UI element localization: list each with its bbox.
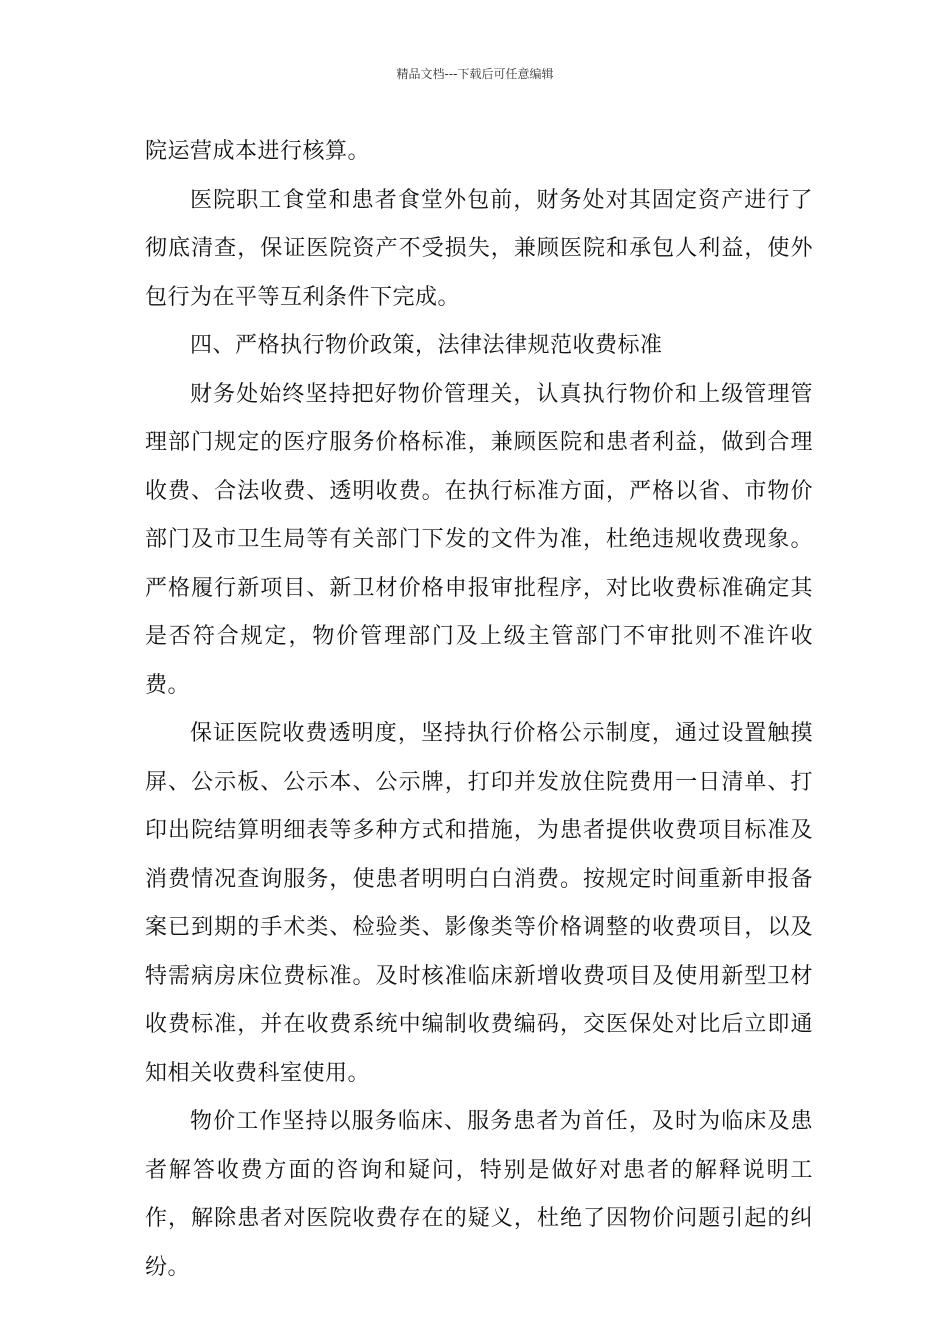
page-header-watermark: 精品文档---下载后可任意编辑 xyxy=(396,67,554,81)
paragraph-4: 保证医院收费透明度，坚持执行价格公示制度，通过设置触摸屏、公示板、公示本、公示牌，打印并发放住院费用一日清单、打印出院结算明细表等多种方式和措施，为患者提供收费项目标准及消费情况查询服务，使患者明明白白消费。按规定时间重新申报备案已到期的手术类、检验类、影像类等价格调整的收费项目，以及特需病房床位费标准。及时核准临床新增收费项目及使用新型卫材收费标准，并在收费系统中编制收费编码，交医保处对比后立即通知相关收费科室使用。 xyxy=(145,721,813,1086)
document-body xyxy=(145,128,813,1292)
paragraph-1: 院运营成本进行核算。 xyxy=(145,139,371,164)
section-heading: 四、严格执行物价政策，法律法律规范收费标准 xyxy=(190,333,663,358)
paragraph-2: 医院职工食堂和患者食堂外包前，财务处对其固定资产进行了彻底清查，保证医院资产不受损失，兼顾医院和承包人利益，使外包行为在平等互利条件下完成。 xyxy=(145,187,813,310)
paragraph-3: 财务处始终坚持把好物价管理关，认真执行物价和上级管理管理部门规定的医疗服务价格标准，兼顾医院和患者利益，做到合理收费、合法收费、透明收费。在执行标准方面，严格以省、市物价部门及市卫生局等有关部门下发的文件为准，杜绝违规收费现象。严格履行新项目、新卫材价格申报审批程序，对比收费标准确定其是否符合规定，物价管理部门及上级主管部门不审批则不准许收费。 xyxy=(145,381,813,698)
paragraph-5: 物价工作坚持以服务临床、服务患者为首任，及时为临床及患者解答收费方面的咨询和疑问，特别是做好对患者的解释说明工作，解除患者对医院收费存在的疑义，杜绝了因物价问题引起的纠纷。 xyxy=(145,1109,813,1280)
